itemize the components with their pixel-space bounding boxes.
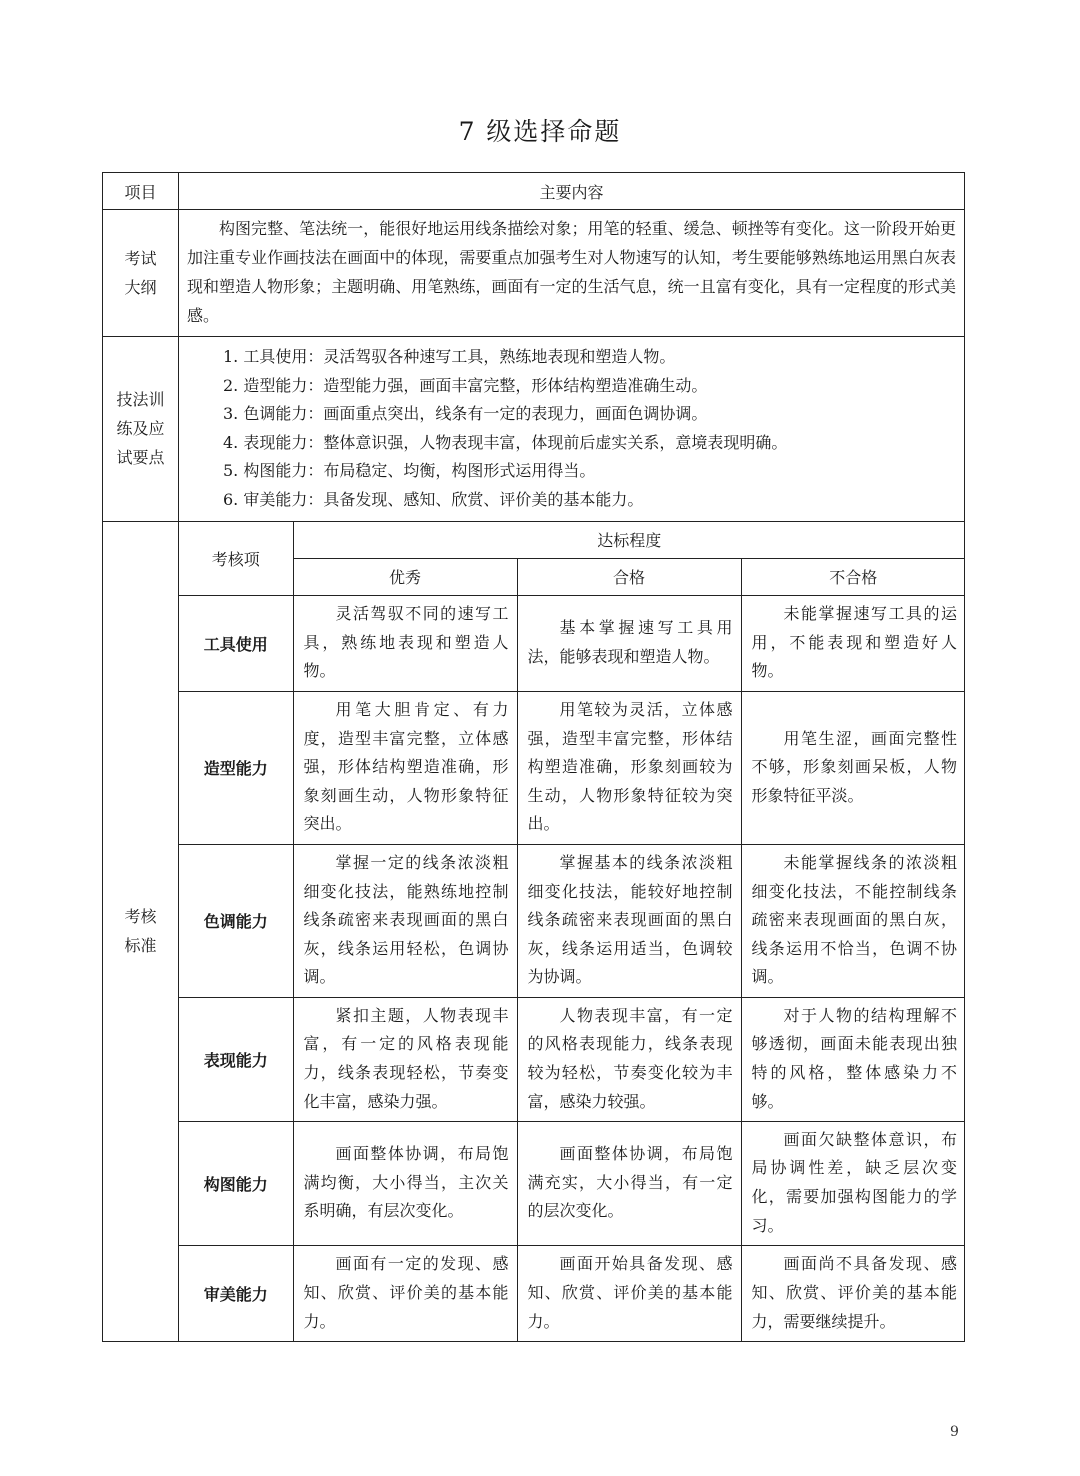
technique-label-line1: 技法训 xyxy=(116,390,165,410)
item-header: 考核项 xyxy=(179,522,293,596)
outline-label-line1: 考试 xyxy=(124,249,157,268)
table-row xyxy=(179,844,965,997)
cell-pass: 人物表现丰富，有一定的风格表现能力，线条表现较为轻松，节奏变化较为丰富，感染力较强。 xyxy=(517,997,741,1121)
standards-label-line2: 标准 xyxy=(124,936,157,956)
item-label: 构图能力 xyxy=(179,1121,293,1245)
table-row xyxy=(179,595,965,691)
level-fail: 不合格 xyxy=(741,558,965,595)
cell-fail: 用笔生涩，画面完整性不够，形象刻画呆板，人物形象特征平淡。 xyxy=(741,691,965,844)
levels-row xyxy=(179,558,965,595)
cell-excellent: 掌握一定的线条浓淡粗细变化技法，能熟练地控制线条疏密来表现画面的黑白灰，线条运用轻松，色调协调。 xyxy=(293,844,517,997)
page-title: 7 级选择命题 xyxy=(458,117,622,146)
technique-item: 5. 构图能力：布局稳定、均衡，构图形式运用得当。 xyxy=(223,461,596,481)
cell-fail: 对于人物的结构理解不够透彻，画面未能表现出独特的风格，整体感染力不够。 xyxy=(741,997,965,1121)
cell-excellent: 画面整体协调，布局饱满均衡，大小得当，主次关系明确，有层次变化。 xyxy=(293,1121,517,1245)
standards-label xyxy=(103,521,179,1342)
header-project: 项目 xyxy=(103,173,179,210)
cell-pass: 基本掌握速写工具用法，能够表现和塑造人物。 xyxy=(517,595,741,691)
level-excellent: 优秀 xyxy=(293,558,517,595)
cell-fail: 未能掌握速写工具的运用，不能表现和塑造好人物。 xyxy=(741,595,965,691)
cell-excellent: 画面有一定的发现、感知、欣赏、评价美的基本能力。 xyxy=(293,1245,517,1341)
technique-item: 6. 审美能力：具备发现、感知、欣赏、评价美的基本能力。 xyxy=(223,489,644,509)
cell-pass: 用笔较为灵活，立体感强，造型丰富完整，形体结构塑造准确，形象刻画较为生动，人物形象特征较为突出。 xyxy=(517,691,741,844)
table-row xyxy=(179,1121,965,1245)
technique-row xyxy=(103,337,965,522)
outline-label xyxy=(103,210,179,337)
level-pass: 合格 xyxy=(517,558,741,595)
technique-item: 3. 色调能力：画面重点突出，线条有一定的表现力，画面色调协调。 xyxy=(223,404,708,424)
table-row xyxy=(179,1245,965,1341)
outline-text: 构图完整、笔法统一，能很好地运用线条描绘对象；用笔的轻重、缓急、顿挫等有变化。这一阶段开始更加注重专业作画技法在画面中的体现，需要重点加强考生对人物速写的认知，考生要能够熟练地运用黑白灰表现和塑造人物形象；主题明确、用笔熟练，画面有一定的生活气息，统一且富有变化，具有一定程度的形式美感。 xyxy=(179,210,965,337)
cell-fail: 画面欠缺整体意识，布局协调性差，缺乏层次变化，需要加强构图能力的学习。 xyxy=(741,1121,965,1245)
standards-header-row xyxy=(179,522,965,559)
technique-list xyxy=(179,337,965,522)
technique-item: 4. 表现能力：整体意识强，人物表现丰富，体现前后虚实关系，意境表现明确。 xyxy=(223,432,788,452)
item-label: 工具使用 xyxy=(179,595,293,691)
item-label: 色调能力 xyxy=(179,844,293,997)
item-label: 表现能力 xyxy=(179,997,293,1121)
table-header-row xyxy=(103,173,965,210)
header-content: 主要内容 xyxy=(179,173,965,210)
cell-pass: 画面开始具备发现、感知、欣赏、评价美的基本能力。 xyxy=(517,1245,741,1341)
standards-cell xyxy=(179,521,965,1342)
cell-pass: 掌握基本的线条浓淡粗细变化技法，能较好地控制线条疏密来表现画面的黑白灰，线条运用适当，色调较为协调。 xyxy=(517,844,741,997)
exam-table xyxy=(102,172,965,1342)
cell-pass: 画面整体协调，布局饱满充实，大小得当，有一定的层次变化。 xyxy=(517,1121,741,1245)
outline-label-line2: 大纲 xyxy=(124,278,157,297)
outline-row xyxy=(103,210,965,337)
table-row xyxy=(179,997,965,1121)
technique-label-line3: 试要点 xyxy=(116,448,165,468)
standards-table xyxy=(179,522,965,1342)
cell-fail: 未能掌握线条的浓淡粗细变化技法，不能控制线条疏密来表现画面的黑白灰，线条运用不恰当，色调不协调。 xyxy=(741,844,965,997)
technique-label-line2: 练及应 xyxy=(116,419,165,439)
item-label: 审美能力 xyxy=(179,1245,293,1341)
technique-item: 2. 造型能力：造型能力强，画面丰富完整，形体结构塑造准确生动。 xyxy=(223,375,708,395)
table-row xyxy=(179,691,965,844)
cell-fail: 画面尚不具备发现、感知、欣赏、评价美的基本能力，需要继续提升。 xyxy=(741,1245,965,1341)
cell-excellent: 紧扣主题，人物表现丰富，有一定的风格表现能力，线条表现轻松，节奏变化丰富，感染力强。 xyxy=(293,997,517,1121)
standards-row xyxy=(103,521,965,1342)
item-label: 造型能力 xyxy=(179,691,293,844)
level-header: 达标程度 xyxy=(293,522,965,559)
technique-item: 1. 工具使用：灵活驾驭各种速写工具，熟练地表现和塑造人物。 xyxy=(223,347,676,366)
cell-excellent: 灵活驾驭不同的速写工具，熟练地表现和塑造人物。 xyxy=(293,595,517,691)
page-number: 9 xyxy=(950,1424,959,1440)
cell-excellent: 用笔大胆肯定、有力度，造型丰富完整，立体感强，形体结构塑造准确，形象刻画生动，人物形象特征突出。 xyxy=(293,691,517,844)
technique-label xyxy=(103,337,179,522)
standards-label-line1: 考核 xyxy=(124,907,157,927)
